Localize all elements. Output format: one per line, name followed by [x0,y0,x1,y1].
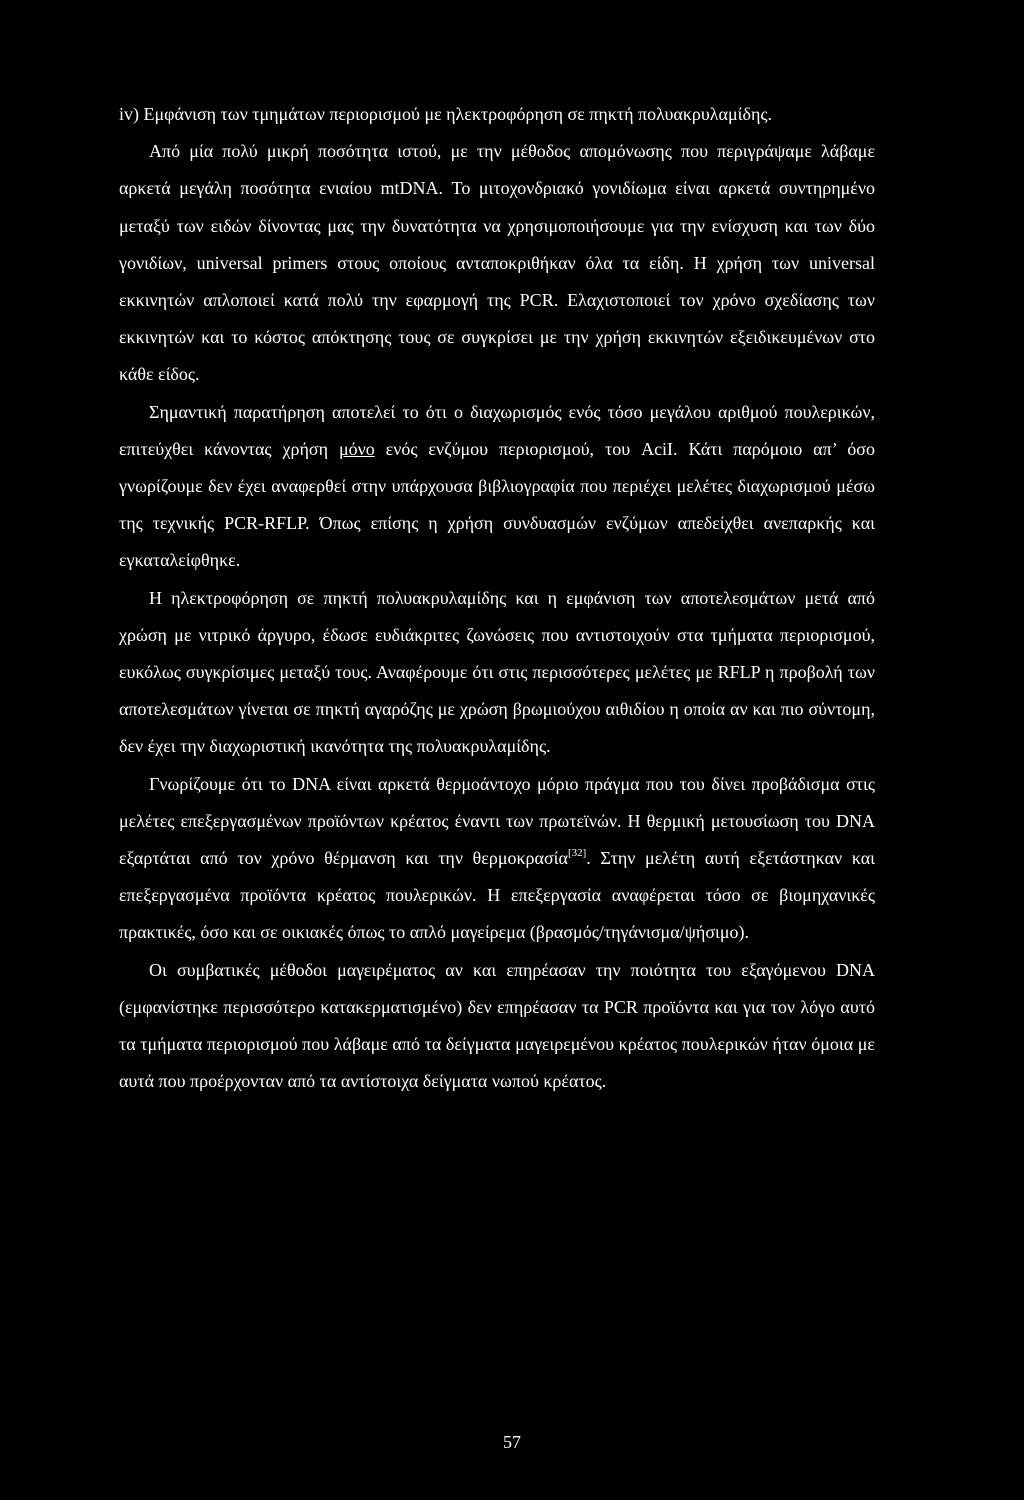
paragraph-2-text-end: ενός ενζύμου περιορισμού, του AciI. Κάτι παρόμοιο απ’ όσο γνωρίζουμε δεν έχει αναφερθεί στην υπάρχουσα βιβλιογραφία που περιέχει μελέτες διαχωρισμού μέσω της τεχνικής PCR-RFLP. Όπως επίσης η χρήση συνδυασμών ενζύμων απεδείχθει ανεπαρκής και εγκαταλείφθηκε. [119,438,876,571]
paragraph-4 [119,766,875,952]
underlined-word: μόνο [338,438,375,459]
paragraph-4-text-start: Γνωρίζουμε ότι το DNA είναι αρκετά θερμοάντοχο μόριο πράγμα που του δίνει προβάδισμα στις μελέτες επεξεργασμένων προϊόντων κρέατος έναντι των πρωτεϊνών. Η θερμική μετουσίωση του DNA εξαρτάται από τον χρόνο θέρμανση και την θερμοκρασία [119,773,875,869]
paragraph-2 [119,394,875,580]
paragraph-4-text-end: . Στην μελέτη αυτή εξετάστηκαν και επεξεργασμένα προϊόντα κρέατος πουλερικών. Η επεξεργασία αναφέρεται τόσο σε βιομηχανικές πρακτικές, όσο και σε οικιακές όπως το απλό μαγείρεμα (βρασμός/τηγάνισμα/ψήσιμο). [119,848,876,943]
paragraph-3: Η ηλεκτροφόρηση σε πηκτή πολυακρυλαμίδης και η εμφάνιση των αποτελεσμάτων μετά από χρώση με νιτρικό άργυρο, έδωσε ευδιάκριτες ζωνώσεις που αντιστοιχούν στα τμήματα περιορισμού, ευκόλως συγκρίσιμες μεταξύ τους. Αναφέρουμε ότι στις περισσότερες μελέτες με RFLP η προβολή των αποτελεσμάτων γίνεται σε πηκτή αγαρόζης με χρώση βρωμιούχου αιθιδίου η οποία αν και πιο σύντομη, δεν έχει την διαχωριστική ικανότητα της πολυακρυλαμίδης. [119,587,875,757]
paragraph-5: Οι συμβατικές μέθοδοι μαγειρέματος αν και επηρέασαν την ποιότητα του εξαγόμενου DNA (εμφανίστηκε περισσότερο κατακερματισμένο) δεν επηρέασαν τα PCR προϊόντα και για τον λόγο αυτό τα τμήματα περιορισμού που λάβαμε από τα δείγματα μαγειρεμένου κρέατος πουλερικών ήταν όμοια με αυτά που προέρχονταν από τα αντίστοιχα δείγματα νωπού κρέατος. [119,959,875,1092]
paragraph-2-text-start: Σημαντική παρατήρηση αποτελεί το ότι ο διαχωρισμός ενός τόσο μεγάλου αριθμού πουλερικών, επιτεύχθει κάνοντας χρήση [119,401,875,459]
paragraph-1: Από μία πολύ μικρή ποσότητα ιστού, με την μέθοδος απομόνωσης που περιγράψαμε λάβαμε αρκετά μεγάλη ποσότητα ενιαίου mtDNA. Το μιτοχονδριακό γονιδίωμα είναι αρκετά συντηρημένο μεταξύ των ειδών δίνοντας μας την δυνατότητα να χρησιμοποιήσουμε για την ενίσχυση και των δύο γονιδίων, universal primers στους οποίους ανταποκριθήκαν όλα τα είδη. Η χρήση των universal εκκινητών απλοποιεί κατά πολύ την εφαρμογή της PCR. Ελαχιστοποιεί τον χρόνο σχεδίασης των εκκινητών και το κόστος απόκτησης τους σε συγκρίσει με την χρήση εκκινητών εξειδικευμένων στο κάθε είδος. [119,141,875,385]
document-body [119,96,875,1100]
section-heading: iv) Εμφάνιση των τμημάτων περιορισμού με ηλεκτροφόρηση σε πηκτή πολυακρυλαμίδης. [119,104,772,124]
page-number: 57 [503,1432,521,1452]
citation-reference: [32] [567,847,587,860]
